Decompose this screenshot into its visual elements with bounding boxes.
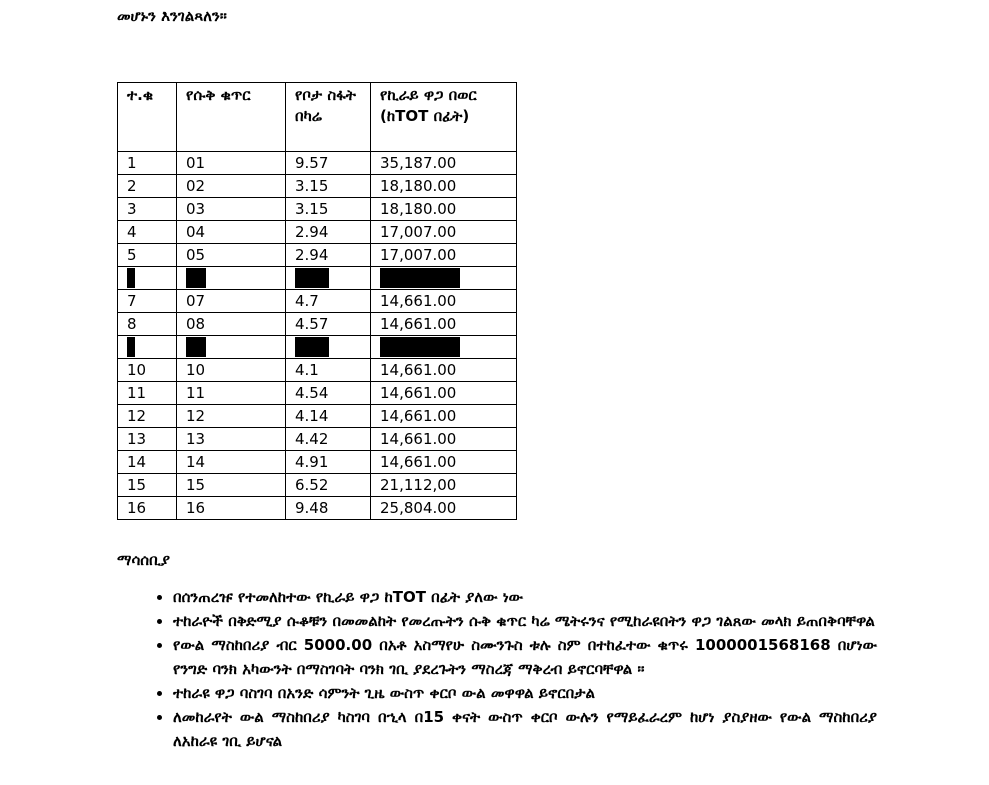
cell-shop-number: 12 xyxy=(177,405,286,428)
table-header-row xyxy=(118,83,517,152)
table-row xyxy=(118,359,517,382)
cell-shop-number: 13 xyxy=(177,428,286,451)
cell-shop-number: 03 xyxy=(177,198,286,221)
table-row xyxy=(118,313,517,336)
header-shop-number: የሱቅ ቁጥር xyxy=(177,83,286,152)
table-row xyxy=(118,405,517,428)
cell-rent xyxy=(371,267,517,290)
redaction-block xyxy=(186,337,206,357)
cell-area: 9.48 xyxy=(286,497,371,520)
cell-no: 11 xyxy=(118,382,177,405)
cell-area: 9.57 xyxy=(286,152,371,175)
cell-area: 3.15 xyxy=(286,175,371,198)
cell-no xyxy=(118,267,177,290)
cell-shop-number: 02 xyxy=(177,175,286,198)
cell-shop-number: 11 xyxy=(177,382,286,405)
cell-shop-number: 05 xyxy=(177,244,286,267)
cell-area: 4.7 xyxy=(286,290,371,313)
cell-shop-number xyxy=(177,336,286,359)
table-row xyxy=(118,267,517,290)
cell-area: 2.94 xyxy=(286,244,371,267)
table-row xyxy=(118,290,517,313)
cell-no: 3 xyxy=(118,198,177,221)
cell-shop-number xyxy=(177,267,286,290)
note-item: • ተከራዩ ዋጋ ባስገባ በአንድ ሳምንት ጊዜ ውስጥ ቀርቦ ውል መዋዋል ይኖርበታል xyxy=(173,681,877,705)
table-body xyxy=(118,152,517,520)
cell-no: 8 xyxy=(118,313,177,336)
cell-rent: 35,187.00 xyxy=(371,152,517,175)
cell-rent: 14,661.00 xyxy=(371,359,517,382)
cell-rent: 14,661.00 xyxy=(371,405,517,428)
table-row xyxy=(118,175,517,198)
header-area: የቦታ ስፋት በካሬ xyxy=(286,83,371,152)
table-row xyxy=(118,221,517,244)
cell-no: 10 xyxy=(118,359,177,382)
cell-no: 16 xyxy=(118,497,177,520)
shop-rent-table xyxy=(117,82,517,520)
header-monthly-rent: የኪራይ ዋጋ በወር (ከTOT በፊት) xyxy=(371,83,517,152)
note-item: • የውል ማስከበሪያ ብር 5000.00 በአቶ አስማየሁ ስሙንጉስ ቱሉ ስም በተከፈተው ቁጥሩ 1000001568168 በሆነው የንግድ ባንክ አካውንት በማስገባት ባንክ ገቢ ያደረጉትን ማስረጃ ማቅረብ ይኖርባቸዋል ። xyxy=(173,633,877,681)
cell-area: 4.42 xyxy=(286,428,371,451)
table-row xyxy=(118,474,517,497)
cell-shop-number: 16 xyxy=(177,497,286,520)
redaction-block xyxy=(295,268,329,288)
cell-no: 14 xyxy=(118,451,177,474)
cell-shop-number: 07 xyxy=(177,290,286,313)
cell-rent xyxy=(371,336,517,359)
table-row xyxy=(118,198,517,221)
cell-shop-number: 15 xyxy=(177,474,286,497)
redaction-block xyxy=(295,337,329,357)
cell-rent: 18,180.00 xyxy=(371,175,517,198)
header-no: ተ.ቁ xyxy=(118,83,177,152)
cell-rent: 14,661.00 xyxy=(371,313,517,336)
cell-no: 4 xyxy=(118,221,177,244)
cell-no: 13 xyxy=(118,428,177,451)
redaction-block xyxy=(127,268,135,288)
cell-area: 6.52 xyxy=(286,474,371,497)
cell-rent: 17,007.00 xyxy=(371,221,517,244)
redaction-block xyxy=(380,337,460,357)
cell-shop-number: 04 xyxy=(177,221,286,244)
cell-rent: 25,804.00 xyxy=(371,497,517,520)
note-item: • ተከራዮች በቅድሚያ ሱቆቹን በመመልከት የመረጡትን ሱቅ ቁጥር ካሬ ሜትሩንና የሚከራዩበትን ዋጋ ገልጸው መላክ ይጠበቅባቸዋል xyxy=(173,609,877,633)
table-row xyxy=(118,336,517,359)
notes-title: ማሳሰቢያ xyxy=(117,551,170,569)
intro-line: መሆኑን እንገልጻለን። xyxy=(117,7,227,25)
cell-rent: 21,112,00 xyxy=(371,474,517,497)
cell-no xyxy=(118,336,177,359)
table-row xyxy=(118,244,517,267)
notes-list xyxy=(117,585,877,753)
intro-line-cut xyxy=(117,0,877,4)
cell-shop-number: 14 xyxy=(177,451,286,474)
cell-no: 7 xyxy=(118,290,177,313)
cell-area xyxy=(286,336,371,359)
cell-area: 4.57 xyxy=(286,313,371,336)
table-row xyxy=(118,382,517,405)
cell-area: 4.1 xyxy=(286,359,371,382)
table-row xyxy=(118,152,517,175)
cell-area: 2.94 xyxy=(286,221,371,244)
cell-rent: 14,661.00 xyxy=(371,428,517,451)
intro-paragraph xyxy=(117,0,877,28)
cell-area: 4.54 xyxy=(286,382,371,405)
cell-shop-number: 10 xyxy=(177,359,286,382)
cell-rent: 14,661.00 xyxy=(371,382,517,405)
cell-rent: 18,180.00 xyxy=(371,198,517,221)
cell-rent: 14,661.00 xyxy=(371,290,517,313)
table-row xyxy=(118,428,517,451)
cell-area xyxy=(286,267,371,290)
cell-no: 5 xyxy=(118,244,177,267)
cell-area: 3.15 xyxy=(286,198,371,221)
table-row xyxy=(118,451,517,474)
note-item: • ለመከራየት ውል ማስከበሪያ ካስገባ በኂላ በ15 ቀናት ውስጥ ቀርቦ ውሉን የማይፈራረም ከሆነ ያስያዘው የውል ማስከበሪያ ለአከራዩ ገቢ ይሆናል xyxy=(173,705,877,753)
cell-shop-number: 08 xyxy=(177,313,286,336)
redaction-block xyxy=(127,337,135,357)
cell-shop-number: 01 xyxy=(177,152,286,175)
redaction-block xyxy=(186,268,206,288)
table-row xyxy=(118,497,517,520)
note-item: • በሰንጠረዡ የተመለከተው የኪራይ ዋጋ ከTOT በፊት ያለው ነው xyxy=(173,585,877,609)
cell-area: 4.14 xyxy=(286,405,371,428)
cell-no: 12 xyxy=(118,405,177,428)
cell-no: 15 xyxy=(118,474,177,497)
cell-rent: 14,661.00 xyxy=(371,451,517,474)
cell-no: 1 xyxy=(118,152,177,175)
cell-area: 4.91 xyxy=(286,451,371,474)
redaction-block xyxy=(380,268,460,288)
cell-rent: 17,007.00 xyxy=(371,244,517,267)
cell-no: 2 xyxy=(118,175,177,198)
